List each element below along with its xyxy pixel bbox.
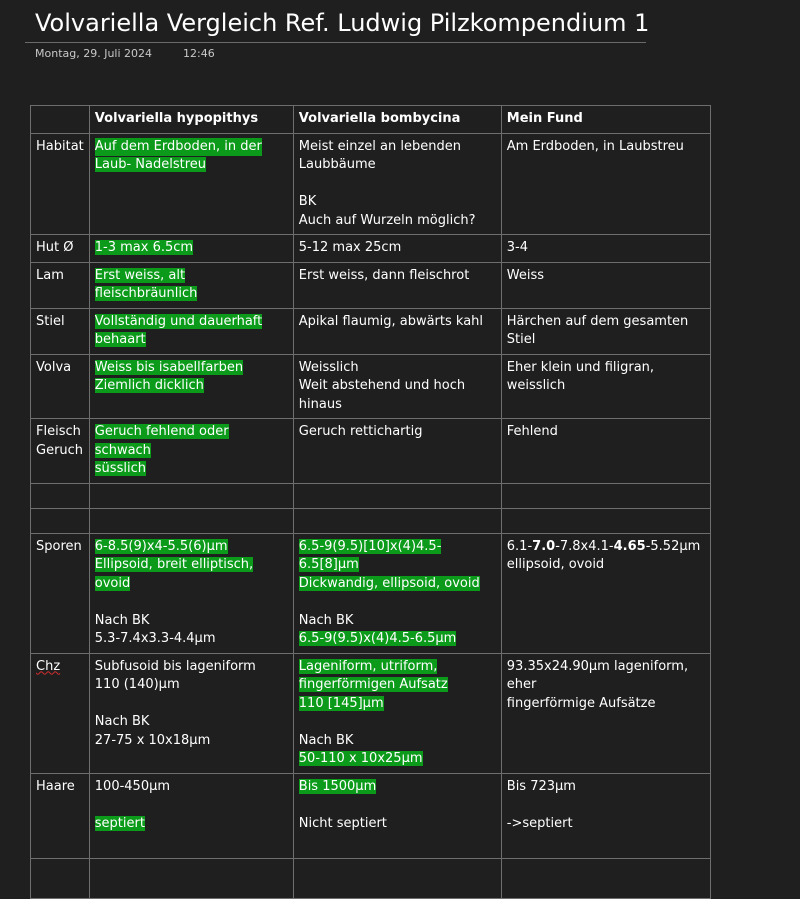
- cell-chz-fund[interactable]: [501, 653, 710, 773]
- page-date: Montag, 29. Juli 2024: [35, 47, 153, 60]
- table-row-stiel: [31, 308, 711, 354]
- cell-text-bold: 4.65: [613, 538, 646, 554]
- cell-text: septiert: [94, 815, 145, 831]
- cell-text: ellipsoid, ovoid: [506, 557, 605, 572]
- blank-line: [95, 796, 288, 815]
- cell-text: fingerförmige Aufsätze: [506, 695, 656, 711]
- row-label-fleisch[interactable]: [31, 419, 90, 484]
- spore-measure: [507, 538, 705, 557]
- cell-text: 27-75 x 10x18µm: [94, 732, 211, 748]
- cell-text: Weisslich: [298, 359, 359, 375]
- cell-text: Bis 1500µm: [298, 778, 377, 794]
- cell-text: -7.8x4.1-: [555, 538, 614, 554]
- comparison-table[interactable]: [30, 105, 711, 899]
- cell-haare-hypopithys[interactable]: [89, 773, 293, 858]
- cell-text: Ellipsoid, breit elliptisch, ovoid: [94, 557, 254, 591]
- empty-cell[interactable]: [293, 508, 501, 533]
- empty-cell[interactable]: [501, 483, 710, 508]
- empty-cell[interactable]: [31, 858, 90, 898]
- cell-text: Auf dem Erdboden, in der: [95, 138, 262, 157]
- cell-text: Nicht septiert: [298, 815, 387, 831]
- cell-chz-hypopithys[interactable]: [89, 653, 293, 773]
- cell-stiel-fund[interactable]: Härchen auf dem gesamten Stiel: [501, 308, 710, 354]
- table-row-volva: [31, 354, 711, 419]
- row-label-hut[interactable]: Hut Ø: [31, 235, 90, 263]
- cell-habitat-fund[interactable]: Am Erdboden, in Laubstreu: [501, 133, 710, 235]
- cell-text: Erst weiss, alt fleischbräunlich: [94, 267, 198, 301]
- cell-stiel-hypopithys[interactable]: [89, 308, 293, 354]
- blank-line: [299, 175, 496, 194]
- cell-text: 1-3 max 6.5cm: [94, 240, 194, 255]
- cell-habitat-hypopithys[interactable]: [89, 133, 293, 235]
- empty-cell[interactable]: [293, 483, 501, 508]
- cell-fleisch-fund[interactable]: Fehlend: [501, 419, 710, 484]
- blank-line: [299, 713, 496, 732]
- cell-text: Vollständig und dauerhaft: [94, 313, 263, 329]
- cell-text: -5.52µm: [645, 538, 701, 554]
- cell-volva-hypopithys[interactable]: [89, 354, 293, 419]
- cell-text: süsslich: [94, 461, 146, 476]
- cell-text: ->septiert: [506, 815, 573, 831]
- title-divider: [25, 42, 646, 43]
- row-label-haare[interactable]: Haare: [31, 773, 90, 858]
- cell-text: Chz: [36, 658, 61, 674]
- cell-text: Meist einzel an lebenden: [298, 138, 461, 154]
- blank-line: [299, 796, 496, 815]
- table-row-sporen: [31, 533, 711, 653]
- cell-text: Nach BK: [298, 732, 354, 748]
- cell-text: 6.5-9(9.5)x(4)4.5-6.5µm: [298, 631, 457, 646]
- cell-text: Nach BK: [94, 714, 150, 729]
- header-mein-fund[interactable]: Mein Fund: [501, 106, 710, 134]
- cell-text: Weit abstehend und hoch hinaus: [298, 378, 466, 412]
- header-cell-empty[interactable]: [31, 106, 90, 134]
- cell-text: 6.5-9(9.5)[10]x(4)4.5-6.5[8]µm: [298, 538, 442, 572]
- cell-text: Bis 723µm: [506, 778, 576, 794]
- page-title: Volvariella Vergleich Ref. Ludwig Pilzkompendium 1: [35, 9, 650, 37]
- cell-text: 6.1-: [506, 538, 533, 554]
- cell-text: Weiss bis isabellfarben: [94, 359, 244, 375]
- cell-text: Ziemlich dicklich: [94, 378, 204, 393]
- cell-sporen-bombycina[interactable]: [293, 533, 501, 653]
- cell-text: BK: [298, 194, 317, 209]
- cell-sporen-hypopithys[interactable]: [89, 533, 293, 653]
- cell-text: Laub- Nadelstreu: [94, 157, 207, 172]
- cell-text: 100-450µm: [94, 778, 171, 794]
- cell-habitat-bombycina[interactable]: [293, 133, 501, 235]
- row-label-lam[interactable]: Lam: [31, 262, 90, 308]
- page-time: 12:46: [183, 47, 215, 60]
- empty-cell[interactable]: [89, 483, 293, 508]
- cell-text: Geruch: [36, 442, 84, 458]
- cell-text: Nach BK: [298, 612, 354, 628]
- row-label-sporen[interactable]: Sporen: [31, 533, 90, 653]
- cell-text: fingerförmigen Aufsatz: [298, 677, 448, 692]
- empty-cell[interactable]: [31, 508, 90, 533]
- cell-text: 50-110 x 10x25µm: [298, 751, 423, 766]
- table-row-lam: [31, 262, 711, 308]
- cell-hut-bombycina[interactable]: 5-12 max 25cm: [293, 235, 501, 263]
- cell-sporen-fund[interactable]: [501, 533, 710, 653]
- table-row-header: [31, 106, 711, 134]
- table-row-chz: [31, 653, 711, 773]
- cell-fleisch-hypopithys[interactable]: [89, 419, 293, 484]
- cell-text: Auch auf Wurzeln möglich?: [298, 212, 476, 228]
- cell-text: 110 (140)µm: [94, 677, 180, 692]
- table-row-empty: [31, 858, 711, 898]
- cell-text: 110 [145]µm: [298, 695, 384, 711]
- cell-hut-hypopithys[interactable]: [89, 235, 293, 263]
- empty-cell[interactable]: [89, 508, 293, 533]
- row-label-volva[interactable]: Volva: [31, 354, 90, 419]
- empty-cell[interactable]: [501, 508, 710, 533]
- table-row-empty: [31, 483, 711, 508]
- table-row-fleisch: [31, 419, 711, 484]
- header-bombycina[interactable]: Volvariella bombycina: [293, 106, 501, 134]
- table-row-hut: [31, 235, 711, 263]
- cell-chz-bombycina[interactable]: [293, 653, 501, 773]
- cell-volva-fund[interactable]: Eher klein und filigran, weisslich: [501, 354, 710, 419]
- cell-text: Lageniform, utriform,: [298, 658, 438, 674]
- cell-text: behaart: [94, 332, 146, 347]
- cell-lam-bombycina[interactable]: Erst weiss, dann fleischrot: [293, 262, 501, 308]
- blank-line: [95, 695, 288, 714]
- cell-text: Fleisch: [36, 424, 81, 439]
- cell-volva-bombycina[interactable]: [293, 354, 501, 419]
- empty-cell[interactable]: [89, 858, 293, 898]
- cell-text: Laubbäume: [298, 157, 376, 172]
- cell-lam-hypopithys[interactable]: [89, 262, 293, 308]
- cell-text: 5.3-7.4x3.3-4.4µm: [94, 631, 216, 646]
- row-label-chz[interactable]: [31, 653, 90, 773]
- blank-line: [507, 796, 705, 815]
- cell-lam-fund[interactable]: Weiss: [501, 262, 710, 308]
- table-row-habitat: [31, 133, 711, 235]
- cell-text: 93.35x24.90µm lageniform, eher: [506, 658, 689, 692]
- table-row-empty: [31, 508, 711, 533]
- empty-cell[interactable]: [293, 858, 501, 898]
- table-row-haare: [31, 773, 711, 858]
- header-hypopithys[interactable]: Volvariella hypopithys: [89, 106, 293, 134]
- cell-text: Nach BK: [94, 612, 150, 628]
- cell-stiel-bombycina[interactable]: Apikal flaumig, abwärts kahl: [293, 308, 501, 354]
- cell-text: Geruch fehlend oder schwach: [94, 424, 229, 458]
- blank-line: [95, 593, 288, 612]
- cell-text-bold: 7.0: [532, 538, 556, 554]
- empty-cell[interactable]: [31, 483, 90, 508]
- cell-haare-bombycina[interactable]: [293, 773, 501, 858]
- cell-hut-fund[interactable]: 3-4: [501, 235, 710, 263]
- blank-line: [299, 593, 496, 612]
- row-label-stiel[interactable]: Stiel: [31, 308, 90, 354]
- cell-text: Dickwandig, ellipsoid, ovoid: [298, 575, 480, 591]
- row-label-habitat[interactable]: Habitat: [31, 133, 90, 235]
- empty-cell[interactable]: [501, 858, 710, 898]
- cell-fleisch-bombycina[interactable]: Geruch rettichartig: [293, 419, 501, 484]
- cell-text: 6-8.5(9)x4-5.5(6)µm: [94, 538, 228, 554]
- cell-haare-fund[interactable]: [501, 773, 710, 858]
- cell-text: Subfusoid bis lageniform: [94, 658, 256, 674]
